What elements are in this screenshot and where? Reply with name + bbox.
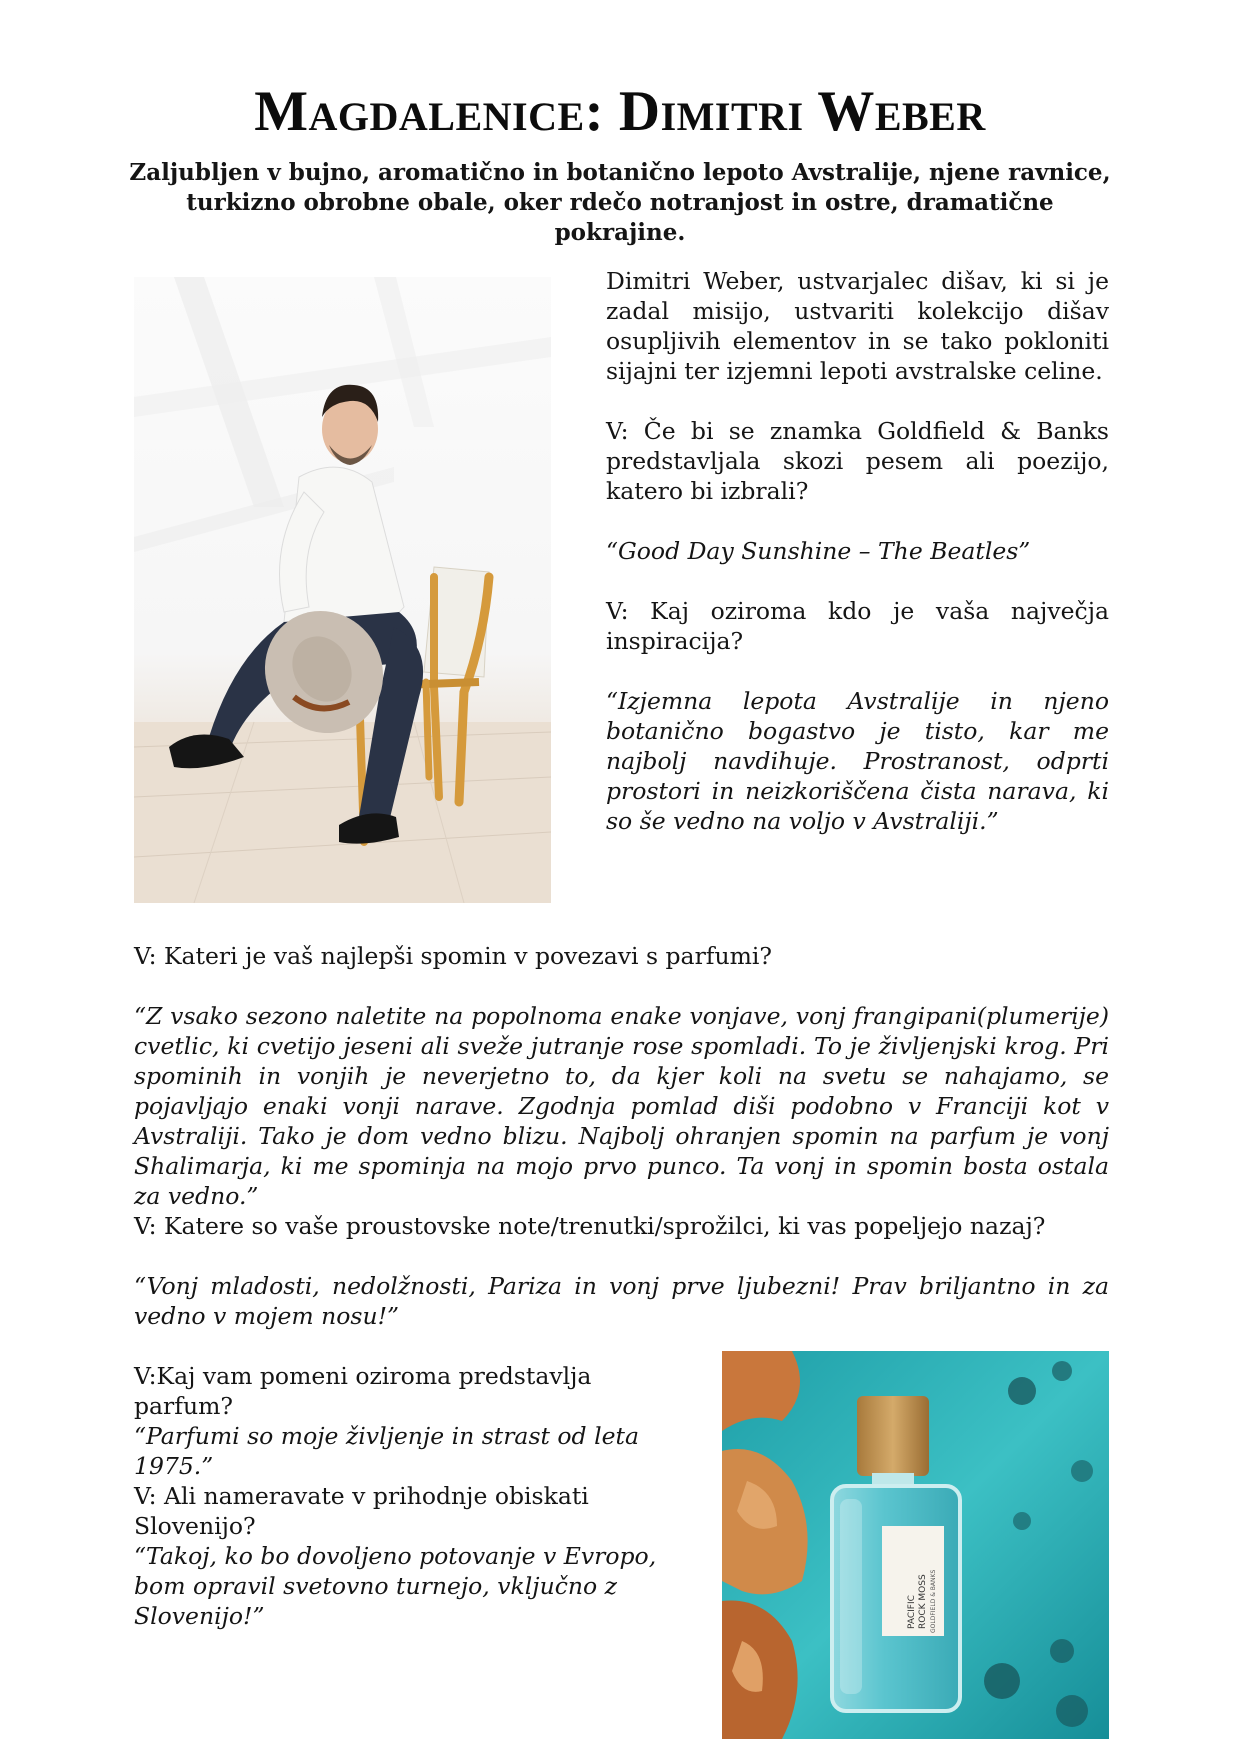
qa-block-4 [134, 1211, 1109, 1241]
answer-2: “Izjemna lepota Avstralije in njeno botanično bogastvo je tisto, kar me najbolj navdihuje. Prostranost, odprti prostori in neizkoriščena čista narava, ki so še vedno na voljo v Avstraliji.” [606, 687, 1109, 835]
page-title: Magdalenice: Dimitri Weber [254, 80, 986, 143]
qa-block-5 [134, 1361, 694, 1421]
answer-1: “Good Day Sunshine – The Beatles” [606, 537, 1031, 565]
perfume-photo [722, 1351, 1109, 1739]
answer-5: “Parfumi so moje življenje in strast od leta 1975.” [134, 1422, 639, 1480]
perfume-illustration [722, 1351, 1109, 1739]
qa-block-6-answer [134, 1541, 714, 1631]
bottle-name-line-2: ROCK MOSS [918, 1574, 928, 1629]
bottle-brand: GOLDFIELD & BANKS [930, 1569, 937, 1633]
qa-block-3 [134, 941, 1109, 971]
question-5: V:Kaj vam pomeni oziroma predstavlja parfum? [134, 1362, 592, 1420]
question-6: V: Ali nameravate v prihodnje obiskati Slovenijo? [134, 1482, 589, 1540]
question-4: V: Katere so vaše proustovske note/trenutki/sprožilci, ki vas popeljejo nazaj? [134, 1212, 1046, 1240]
answer-3: “Z vsako sezono naletite na popolnoma enake vonjave, vonj frangipani(plumerije) cvetlic, ki cvetijo jeseni ali sveže jutranje rose spomladi. To je življenjski krog. Pri spominih in vonjih je neverjetno to, da kjer koli na svetu se nahajamo, se pojavljajo enaki vonji narave. Zgodnja pomlad diši podobno v Franciji kot v Avstraliji. Tako je dom vedno blizu. Najbolj ohranjen spomin na parfum je vonj Shalimarja, ki me spominja na mojo prvo punco. Ta vonj in spomin bosta ostala za vedno.” [134, 1002, 1109, 1210]
portrait-illustration [134, 277, 551, 903]
answer-6-line-1: “Takoj, ko bo dovoljeno potovanje v Evropo, [134, 1542, 657, 1570]
qa-block-5-answer [134, 1421, 694, 1481]
qa-block-4-answer [134, 1271, 1109, 1331]
question-1: V: Če bi se znamka Goldfield & Banks predstavljala skozi pesem ali poezijo, katero bi izbrali? [606, 417, 1109, 505]
qa-block-3-answer [134, 1001, 1109, 1211]
answer-6-line-2: bom opravil svetovno turnejo, vključno z Slovenijo!” [134, 1572, 618, 1630]
question-2: V: Kaj oziroma kdo je vaša največja inspiracija? [606, 597, 1109, 655]
page-subtitle: Zaljubljen v bujno, aromatično in botanično lepoto Avstralije, njene ravnice, turkizno obrobne obale, oker rdečo notranjost in ostre, dramatične pokrajine. [129, 159, 1111, 246]
qa-block-6 [134, 1481, 694, 1541]
answer-4: “Vonj mladosti, nedolžnosti, Pariza in vonj prve ljubezni! Prav briljantno in za vedno v mojem nosu!” [134, 1272, 1109, 1330]
bottle-name-line-1: PACIFIC [907, 1595, 917, 1629]
portrait-photo [134, 277, 551, 903]
question-3: V: Kateri je vaš najlepši spomin v povezavi s parfumi? [134, 942, 773, 970]
intro-column [606, 266, 1109, 866]
intro-paragraph: Dimitri Weber, ustvarjalec dišav, ki si je zadal misijo, ustvariti kolekcijo dišav osupljivih elementov in se tako pokloniti sijajni ter izjemni lepoti avstralske celine. [606, 267, 1109, 385]
